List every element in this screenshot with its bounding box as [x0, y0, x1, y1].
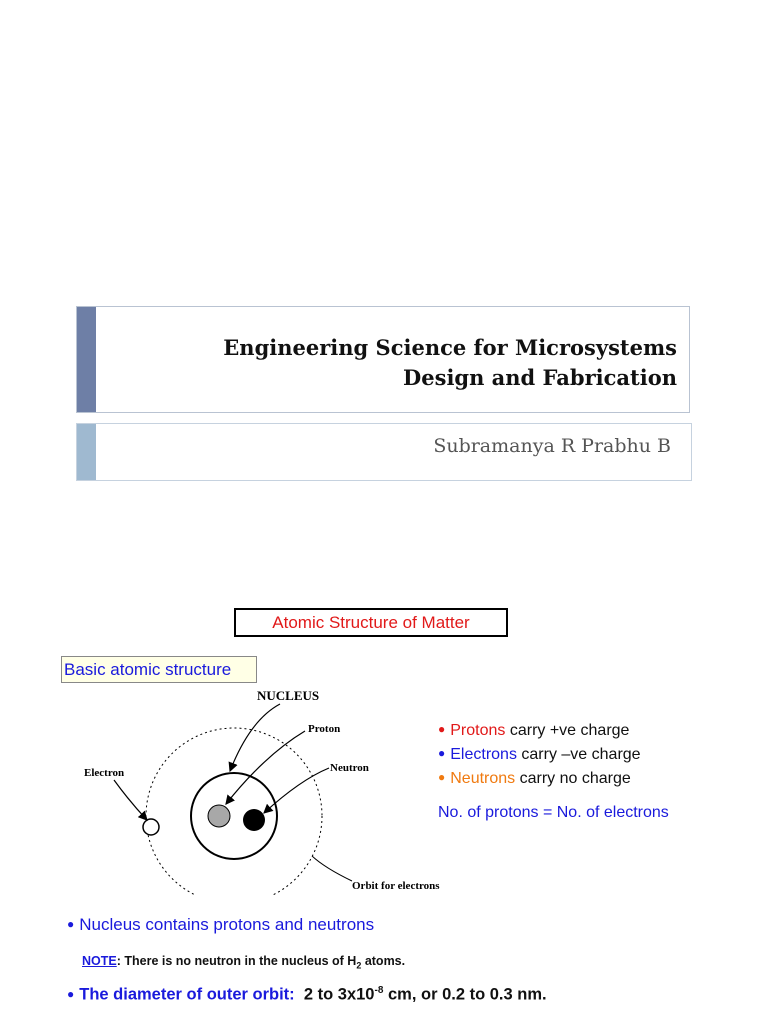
nucleus-bullet-text: Nucleus contains protons and neutrons — [79, 915, 375, 934]
charge-term: Protons — [450, 722, 506, 739]
diameter-value-a: 2 to 3x10 — [303, 985, 375, 1004]
charge-description: carry –ve charge — [516, 746, 641, 763]
electron-orbit — [146, 728, 322, 895]
charge-term: Electrons — [450, 746, 517, 763]
note-label: NOTE — [82, 954, 117, 968]
orbit-pointer — [312, 856, 352, 881]
proton-pointer — [226, 731, 305, 804]
charge-list — [438, 718, 641, 790]
neutron-pointer — [264, 768, 329, 813]
nucleus-label: NUCLEUS — [257, 688, 320, 703]
charge-term: Neutrons — [450, 770, 516, 787]
list-item — [438, 742, 641, 766]
bullet-dot-icon: ● — [67, 917, 75, 931]
list-item — [438, 766, 641, 790]
nucleus-pointer — [230, 704, 280, 771]
proton-particle — [208, 805, 230, 827]
proton-electron-equality: No. of protons = No. of electrons — [438, 804, 669, 821]
bullet-dot-icon: ● — [438, 770, 446, 784]
title-line-2: Design and Fabrication — [403, 365, 677, 390]
slide-heading: Atomic Structure of Matter — [234, 608, 508, 637]
presentation-title — [223, 333, 677, 393]
charge-description: carry no charge — [515, 770, 631, 787]
neutron-particle — [243, 809, 265, 831]
section-label: Basic atomic structure — [61, 656, 257, 683]
note — [82, 954, 405, 971]
title-line-1: Engineering Science for Microsystems — [223, 335, 677, 360]
note-subscript: 2 — [356, 960, 362, 971]
title-accent-bar — [77, 307, 96, 412]
diameter-exponent: -8 — [374, 985, 384, 996]
author-accent-bar — [77, 424, 96, 480]
author-name: Subramanya R Prabhu B — [433, 435, 671, 457]
bullet-dot-icon: ● — [438, 722, 446, 736]
nucleus-bullet — [67, 915, 374, 935]
electron-label: Electron — [84, 767, 125, 779]
diameter-value-b: cm, or 0.2 to 0.3 nm. — [383, 985, 547, 1004]
bullet-dot-icon: ● — [438, 746, 446, 760]
diameter-bullet — [67, 985, 547, 1005]
title-card — [76, 306, 690, 413]
note-text: : There is no neutron in the nucleus of H — [116, 954, 357, 968]
atom-diagram — [70, 680, 470, 895]
charge-description: carry +ve charge — [505, 722, 630, 739]
electron-pointer — [114, 780, 147, 820]
author-card — [76, 423, 692, 481]
neutron-label: Neutron — [330, 762, 369, 774]
orbit-label: Orbit for electrons — [352, 880, 440, 892]
proton-label: Proton — [308, 723, 341, 735]
list-item — [438, 718, 641, 742]
electron-particle — [143, 819, 159, 835]
bullet-dot-icon: ● — [67, 986, 75, 1001]
diameter-label: The diameter of outer orbit: — [79, 985, 295, 1004]
note-end: atoms. — [361, 954, 406, 968]
